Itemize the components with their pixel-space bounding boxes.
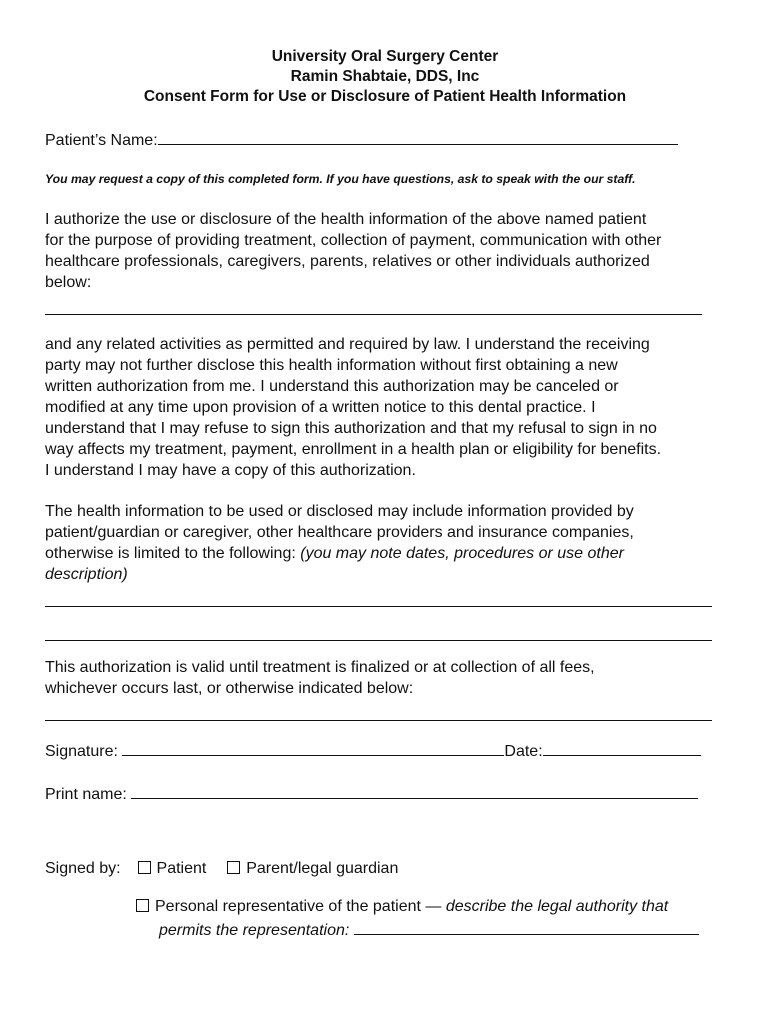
patient-option-label: Patient (156, 860, 207, 877)
authorized-individuals-line[interactable] (45, 300, 702, 320)
info-hint: (you may note dates, procedures or use other (300, 545, 624, 562)
patient-checkbox[interactable] (138, 861, 151, 874)
patient-name-row (45, 130, 678, 150)
info-details-line-2[interactable] (45, 626, 712, 646)
paragraph-line: I authorize the use or disclosure of the health information of the above named patient (45, 211, 647, 228)
paragraph-line: and any related activities as permitted and required by law. I understand the receiving (45, 336, 650, 353)
info-details-line-1[interactable] (45, 592, 712, 612)
paragraph-line: The health information to be used or disclosed may include information provided by (45, 503, 634, 520)
paragraph-line: This authorization is valid until treatment is finalized or at collection of all fees, (45, 659, 595, 676)
print-name-label: Print name: (45, 786, 132, 803)
paragraph-line: understand that I may refuse to sign this authorization and that my refusal to sign in no (45, 420, 657, 437)
paragraph-line: written authorization from me. I understand this authorization may be canceled or (45, 378, 619, 395)
signature-label: Signature: (45, 743, 123, 760)
paragraph-line: whichever occurs last, or otherwise indicated below: (45, 680, 414, 697)
form-header (0, 47, 770, 107)
print-name-field[interactable] (131, 784, 698, 799)
representative-row (136, 898, 668, 916)
date-field[interactable] (543, 741, 701, 756)
paragraph-line: modified at any time upon provision of a written notice to this dental practice. I (45, 399, 596, 416)
paragraph-line: healthcare professionals, caregivers, parents, relatives or other individuals authorized (45, 253, 650, 270)
authorize-paragraph (45, 209, 745, 293)
patient-name-field[interactable] (158, 130, 678, 145)
copy-note: You may request a copy of this completed form. If you have questions, ask to speak with the our staff. (45, 172, 636, 186)
print-name-row (45, 784, 698, 804)
signed-by-row (45, 860, 398, 878)
signed-by-label: Signed by: (45, 860, 121, 877)
form-title: Consent Form for Use or Disclosure of Patient Health Information (143, 88, 627, 105)
representative-hint: describe the legal authority that (445, 898, 669, 915)
paragraph-line (45, 564, 745, 585)
guardian-option-label: Parent/legal guardian (246, 860, 399, 877)
info-paragraph (45, 501, 745, 585)
activities-paragraph (45, 334, 745, 481)
guardian-checkbox[interactable] (227, 861, 240, 874)
signature-field[interactable] (122, 741, 504, 756)
representation-row (159, 920, 699, 940)
practice-name: Ramin Shabtaie, DDS, Inc (290, 68, 480, 85)
representation-label: permits the representation: (159, 922, 354, 939)
signature-row (45, 741, 701, 761)
paragraph-line (45, 543, 745, 564)
org-name: University Oral Surgery Center (271, 48, 499, 65)
info-hint-end: description) (45, 566, 128, 583)
date-label: Date: (504, 743, 543, 760)
paragraph-line: party may not further disclose this health information without first obtaining a new (45, 357, 618, 374)
paragraph-line: way affects my treatment, payment, enrollment in a health plan or eligibility for benefits. (45, 441, 662, 458)
patient-name-label: Patient’s Name: (45, 132, 158, 149)
representative-option-label: Personal representative of the patient — (155, 898, 446, 915)
representative-checkbox[interactable] (136, 899, 149, 912)
paragraph-line: for the purpose of providing treatment, collection of payment, communication with other (45, 232, 662, 249)
representation-field[interactable] (354, 920, 699, 935)
validity-line[interactable] (45, 706, 712, 726)
info-text: otherwise is limited to the following: (45, 545, 301, 562)
paragraph-line: below: (45, 274, 92, 291)
paragraph-line: I understand I may have a copy of this authorization. (45, 462, 416, 479)
valid-paragraph (45, 657, 745, 699)
paragraph-line: patient/guardian or caregiver, other healthcare providers and insurance companies, (45, 524, 634, 541)
